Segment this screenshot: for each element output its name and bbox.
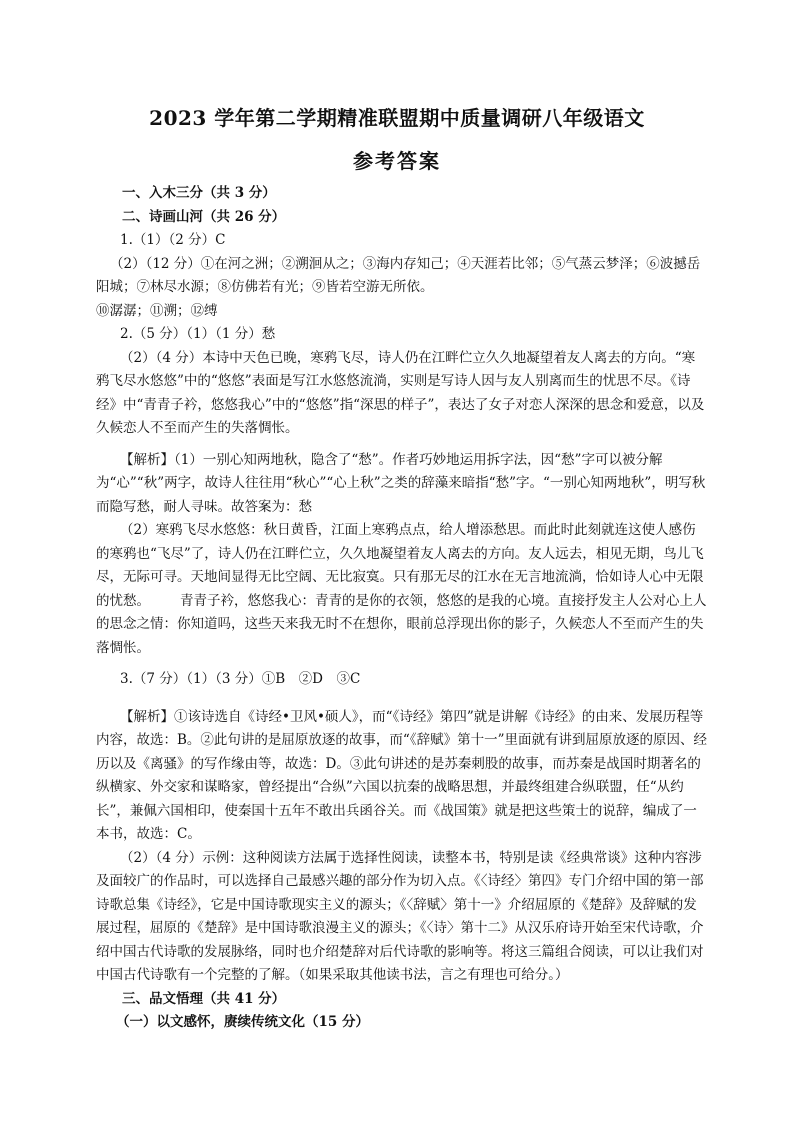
analysis-q2-part1: 【解析】（1）一别心知两地秋，隐含了“愁”。作者巧妙地运用拆字法，因“愁”字可以被分解为“心”“秋”两字，故诗人往往用“秋心”“心上秋”之类的辞藻来暗指“愁”字。“一别心知两地秋”，明写秋而隐写愁，耐人寻味。故答案为：愁 bbox=[96, 451, 706, 515]
answer-q1-part2-cont: ⑩潺潺；⑪溯；⑫缚 bbox=[96, 302, 218, 319]
answer-q3-part1: 3.（7 分）（1）（3 分）①B ②D ③C bbox=[120, 671, 361, 687]
document-title: 2023 学年第二学期精准联盟期中质量调研八年级语文 bbox=[149, 106, 645, 130]
analysis-q2-part2 bbox=[96, 519, 708, 660]
section-heading-3: 三、品文悟理（共 41 分） bbox=[122, 990, 286, 1007]
document-subtitle: 参考答案 bbox=[353, 149, 441, 173]
analysis-q2-part2-b: 青青子衿，悠悠我心：青青的是你的衣领，悠悠的是我的心境。直接抒发主人公对心上人的思念之情：你知道吗，这些天来我无时不在想你，眼前总浮现出你的影子，久候恋人不至而产生的失落惆怅。 bbox=[96, 592, 707, 656]
section-heading-1: 一、入木三分（共 3 分） bbox=[122, 185, 276, 201]
answer-q2-part2: （2）（4 分）本诗中天色已晚，寒鸦飞尽，诗人仍在江畔伫立久久地凝望着友人离去的方向。“寒鸦飞尽水悠悠”中的“悠悠”表面是写江水悠悠流淌，实则是写诗人因与友人别离而生的忧思不尽。《诗经》中“青青子衿，悠悠我心”中的“悠悠”指“深思的样子”，表达了女子对恋人深深的思念和爱意，以及久候恋人不至而产生的失落惆怅。 bbox=[96, 349, 705, 436]
section-heading-2: 二、诗画山河（共 26 分） bbox=[122, 208, 286, 225]
answer-q1-part2: （2）（12 分）①在河之洲；②溯洄从之；③海内存知己；④天涯若比邻；⑤气蒸云梦泽；⑥波撼岳阳城；⑦林尽水源；⑧仿佛若有光；⑨皆若空游无所依。 bbox=[96, 255, 701, 295]
answer-q3-part2: （2）（4 分）示例：这种阅读方法属于选择性阅读，读整本书，特别是读《经典常谈》这种内容涉及面较广的作品时，可以选择自己最感兴趣的部分作为切入点。《〈诗经〉第四》专门介绍中国的第一部诗歌总集《诗经》，它是中国诗歌现实主义的源头；《〈辞赋〉第十一》介绍屈原的《楚辞》及辞赋的发展过程，屈原的《楚辞》是中国诗歌浪漫主义的源头；《〈诗〉第十二》从汉乐府诗开始至宋代诗歌，介绍中国古代诗歌的发展脉络，同时也介绍楚辞对后代诗歌的影响等。将这三篇组合阅读，可以让我们对中国古代诗歌有一个完整的了解。（如果采取其他读书法，言之有理也可给分。） bbox=[96, 849, 704, 983]
answer-q2-part1: 2.（5 分）（1）（1 分）愁 bbox=[120, 326, 276, 342]
answer-q1-part1: 1.（1）（2 分）C bbox=[120, 232, 226, 248]
analysis-q3: 【解析】①该诗选自《诗经•卫风•硕人》，而“《诗经》第四”就是讲解《诗经》的由来、发展历程等内容，故选：B。②此句讲的是屈原放逐的故事，而“《辞赋》第十一”里面就有讲到屈原放逐的原因、经历以及《离骚》的写作缘由等，故选：D。③此句讲述的是苏秦刺股的故事，而苏秦是战国时期著名的纵横家、外交家和谋略家，曾经提出“合纵”六国以抗秦的战略思想，并最终组建合纵联盟，任“从约长”，兼佩六国相印，使秦国十五年不敢出兵函谷关。而《战国策》就是把这些策士的说辞，编成了一本书，故选：C。 bbox=[96, 708, 707, 842]
answer-content bbox=[96, 182, 708, 1035]
analysis-q2-part2-a: （2）寒鸦飞尽水悠悠：秋日黄昏，江面上寒鸦点点，给人增添愁思。而此时此刻就连这使人感伤的寒鸦也“飞尽”了，诗人仍在江畔伫立，久久地凝望着友人离去的方向。友人远去，相见无期，鸟儿飞尽，无际可寻。天地间显得无比空阔、无比寂寞。只有那无尽的江水在无言地流淌，恰如诗人心中无限的忧愁。 bbox=[96, 522, 704, 609]
subsection-heading-3-1: （一）以文感怀，赓续传统文化（15 分） bbox=[116, 1014, 369, 1030]
